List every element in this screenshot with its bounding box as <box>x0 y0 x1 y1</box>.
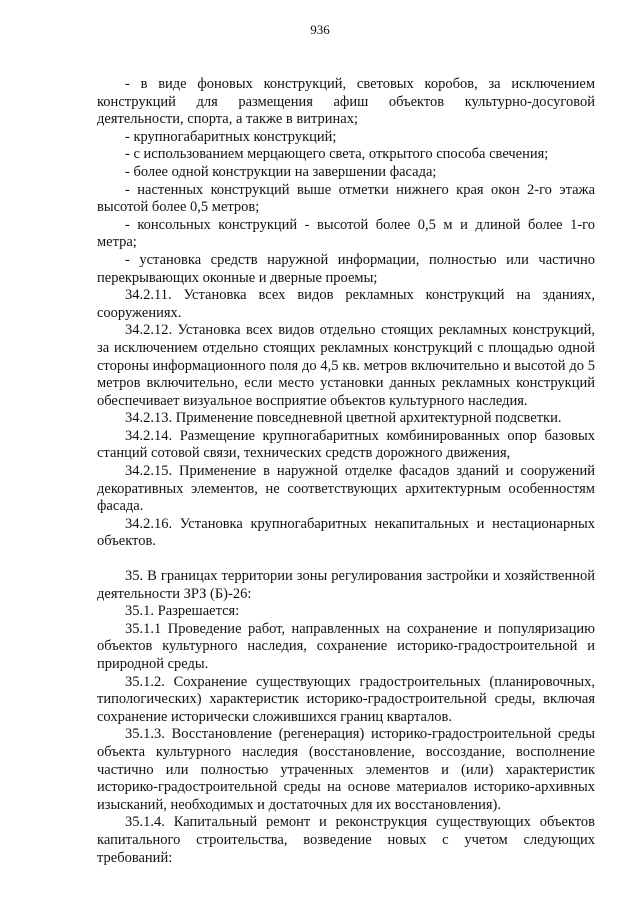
paragraph: - в виде фоновых конструкций, световых коробов, за исключением конструкций для размещения афиш объектов культурно-досуговой деятельности, спорта, а также в витринах; <box>97 76 595 128</box>
paragraph: - более одной конструкции на завершении фасада; <box>125 163 437 180</box>
paragraph: 34.2.12. Установка всех видов отдельно стоящих рекламных конструкций, за исключением отдельно стоящих рекламных конструкций с площадью одной стороны информационного поля до 4,5 кв. метров включительно и высотой до 5 метров включительно, если место установки данных рекламных конструкций обеспечивает визуальное восприятие объектов культурного наследия. <box>97 322 595 409</box>
paragraph: 35.1.2. Сохранение существующих градостроительных (планировочных, типологических) характеристик историко-градостроительной среды, включая сохранение исторически сложившихся границ кварталов. <box>97 673 595 725</box>
paragraph: - крупногабаритных конструкций; <box>125 128 337 145</box>
paragraph: - установка средств наружной информации, полностью или частично перекрывающих оконные и дверные проемы; <box>97 251 595 286</box>
section-heading: 35. В границах территории зоны регулирования застройки и хозяйственной деятельности ЗРЗ (Б)-26: <box>97 568 595 602</box>
paragraph: 34.2.13. Применение повседневной цветной архитектурной подсветки. <box>125 410 562 427</box>
paragraph: 35.1. Разрешается: <box>125 603 240 620</box>
paragraph: 34.2.16. Установка крупногабаритных некапитальных и нестационарных объектов. <box>97 515 595 550</box>
paragraph: 34.2.14. Размещение крупногабаритных комбинированных опор базовых станций сотовой связи, технических средств дорожного движения, <box>97 427 595 462</box>
page-number: 936 <box>310 22 330 37</box>
paragraph: 35.1.1 Проведение работ, направленных на сохранение и популяризацию объектов культурного наследия, сохранение историко-градостроительной и природной среды. <box>97 620 595 672</box>
paragraph: 34.2.11. Установка всех видов рекламных конструкций на зданиях, сооружениях. <box>97 287 595 321</box>
paragraph: - консольных конструкций - высотой более 0,5 м и длиной более 1-го метра; <box>97 216 595 251</box>
paragraph: 35.1.4. Капитальный ремонт и реконструкция существующих объектов капитального строительства, возведение новых с учетом следующих требований: <box>97 814 595 866</box>
paragraph: 34.2.15. Применение в наружной отделке фасадов зданий и сооружений декоративных элементов, не соответствующих архитектурным особенностям фасада. <box>97 463 595 515</box>
paragraph: - настенных конструкций выше отметки нижнего края окон 2-го этажа высотой более 0,5 метров; <box>97 181 595 216</box>
document-body <box>97 76 595 867</box>
paragraph: 35.1.3. Восстановление (регенерация) историко-градостроительной среды объекта культурного наследия (восстановление, воссоздание, восполнение частично или полностью утраченных элементов и (или) характеристик историко-градостроительной среды на основе материалов историко-архивных изысканий, необходимых и достаточных для их восстановления). <box>97 726 595 813</box>
paragraph: - с использованием мерцающего света, открытого способа свечения; <box>125 146 549 163</box>
